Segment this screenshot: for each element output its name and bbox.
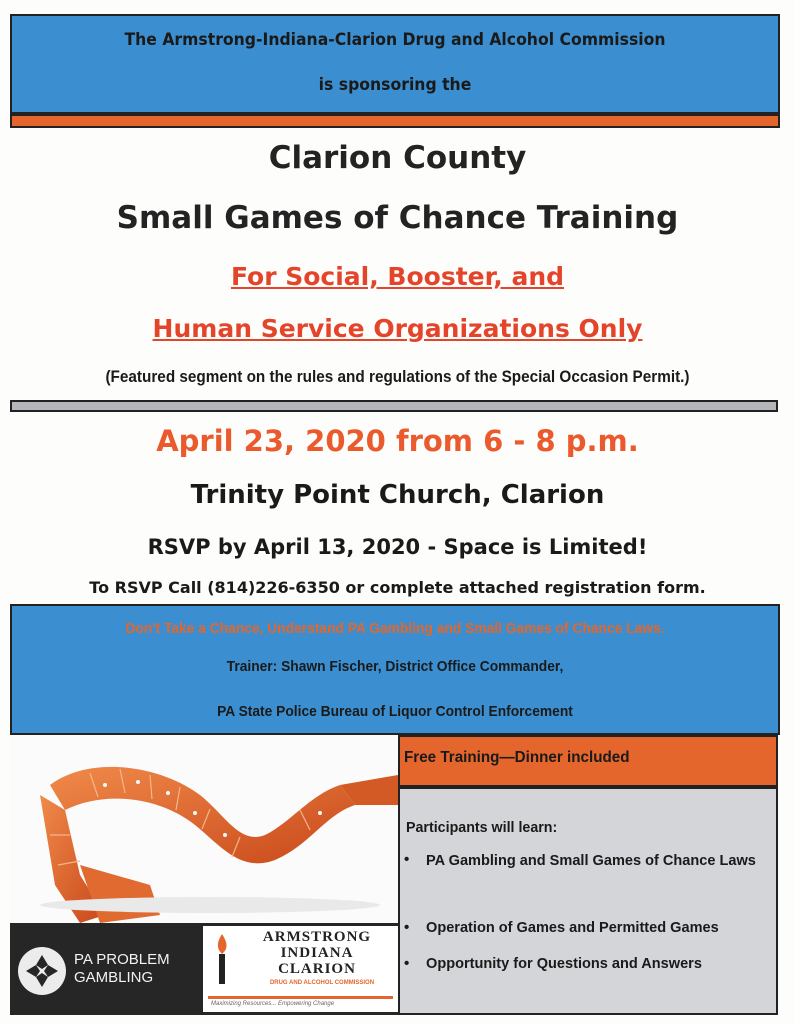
grey-divider <box>10 400 778 412</box>
rsvp-deadline: RSVP by April 13, 2020 - Space is Limited! <box>147 535 648 559</box>
raffle-tickets-icon <box>10 735 398 923</box>
sponsor-line-1: The Armstrong-Indiana-Clarion Drug and Alcohol Commission <box>124 30 666 50</box>
orange-divider <box>10 114 780 128</box>
learn-item: PA Gambling and Small Games of Chance Laws <box>426 852 756 869</box>
tagline: Don't Take a Chance, Understand PA Gambling and Small Games of Chance Laws. <box>125 620 665 637</box>
free-training-text: Free Training—Dinner included <box>404 749 630 766</box>
title-county: Clarion County <box>268 140 527 176</box>
audience-line-1: For Social, Booster, and <box>230 262 565 291</box>
aic-line-1: ARMSTRONG <box>262 929 372 945</box>
aic-orange-bar <box>208 996 393 999</box>
title-training: Small Games of Chance Training <box>116 200 679 236</box>
bullet-icon: • <box>404 955 410 972</box>
aic-logo <box>203 926 398 1012</box>
sponsor-logos <box>10 923 398 1015</box>
learn-box <box>398 787 778 1015</box>
bullet-icon: • <box>404 919 410 936</box>
featured-note: (Featured segment on the rules and regulations of the Special Occasion Permit.) <box>105 367 690 386</box>
aic-line-2: INDIANA <box>280 945 354 961</box>
trainer-line-2: PA State Police Bureau of Liquor Control Enforcement <box>217 703 573 720</box>
learn-heading: Participants will learn: <box>406 819 558 836</box>
pa-problem-gambling-logo-icon <box>18 947 66 995</box>
aic-tagline: Maximizing Resources... Empowering Change <box>211 1001 335 1007</box>
learn-item: Operation of Games and Permitted Games <box>426 919 719 936</box>
event-location: Trinity Point Church, Clarion <box>190 480 605 510</box>
bullet-icon: • <box>404 851 410 868</box>
trainer-line-1: Trainer: Shawn Fischer, District Office Commander, <box>226 658 564 675</box>
rsvp-instructions: To RSVP Call (814)226-6350 or complete attached registration form. <box>89 578 706 597</box>
learn-item: Opportunity for Questions and Answers <box>426 955 702 972</box>
audience-line-2: Human Service Organizations Only <box>152 314 643 343</box>
sponsor-line-2: is sponsoring the <box>318 75 472 95</box>
sponsor-banner <box>10 14 780 114</box>
trainer-banner <box>10 604 780 735</box>
event-date: April 23, 2020 from 6 - 8 p.m. <box>156 424 639 458</box>
pa-problem-gambling-text: PA PROBLEM GAMBLING <box>74 951 170 986</box>
torch-icon <box>211 932 233 986</box>
raffle-tickets-image <box>10 735 398 923</box>
aic-subtitle: DRUG AND ALCOHOL COMMISSION <box>269 980 375 986</box>
aic-line-3: CLARION <box>278 961 356 977</box>
free-training-box <box>398 735 778 787</box>
